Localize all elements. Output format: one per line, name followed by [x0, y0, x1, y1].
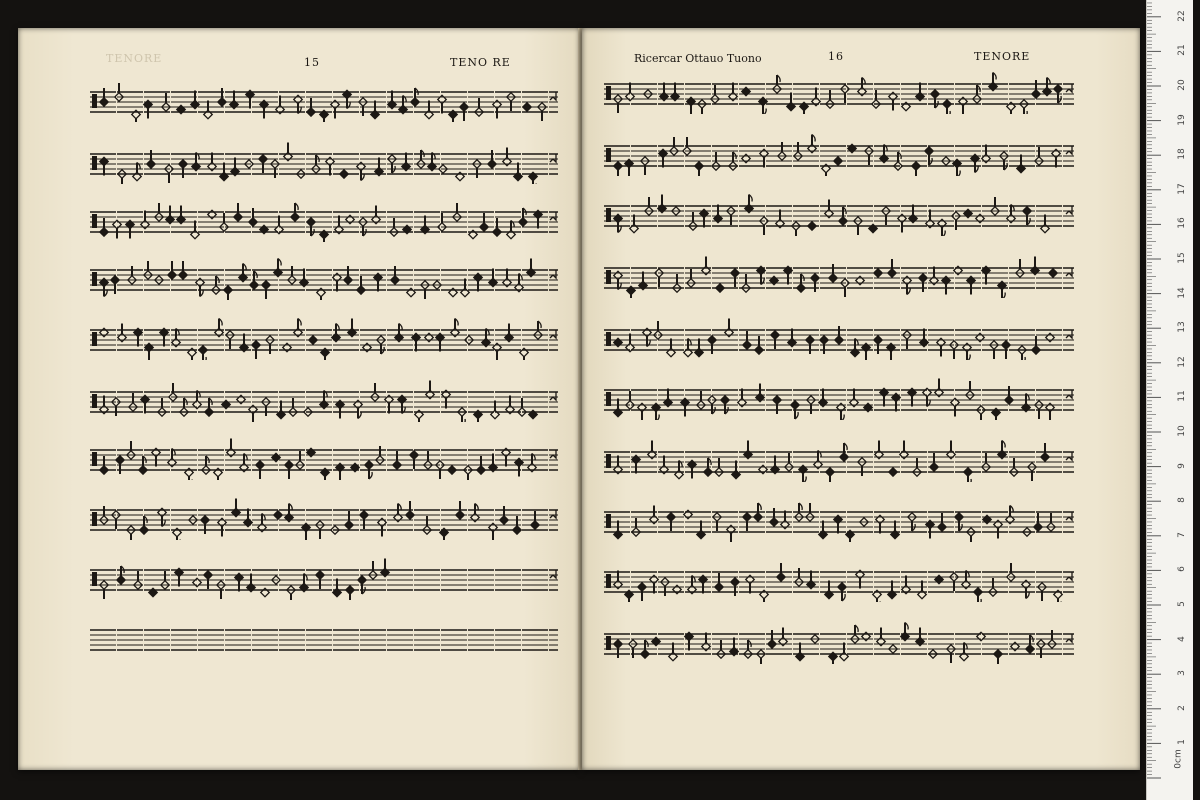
- ruler-cm-label: 11: [1177, 390, 1187, 403]
- music-staff: [90, 316, 558, 360]
- ruler-cm-label: 18: [1177, 148, 1187, 160]
- music-staff: [90, 198, 558, 242]
- music-staff: [604, 254, 1074, 298]
- music-staff: [604, 558, 1074, 602]
- music-staff: [604, 192, 1074, 236]
- ruler-cm-label: 13: [1177, 321, 1187, 333]
- running-head-left: TENO RE: [450, 56, 511, 69]
- page-number-right: 16: [828, 50, 844, 63]
- measuring-ruler: [1146, 0, 1193, 800]
- ruler-cm-label: 15: [1177, 252, 1187, 264]
- music-staff: [90, 140, 558, 184]
- music-staff: [604, 376, 1074, 420]
- music-staff: [604, 498, 1074, 542]
- music-staff: [90, 556, 558, 600]
- ruler-cm-label: 8: [1177, 497, 1187, 504]
- ruler-cm-label: 12: [1177, 356, 1187, 368]
- ruler-cm-label: 10: [1177, 425, 1187, 437]
- left-page: [18, 28, 580, 770]
- running-head-right: TENORE: [974, 50, 1031, 63]
- ruler-cm-label: 4: [1177, 635, 1187, 642]
- ruler-cm-label: 21: [1177, 44, 1187, 57]
- ruler-cm-label: 9: [1177, 462, 1187, 469]
- ruler-cm-label: 6: [1177, 566, 1187, 573]
- music-staff: [90, 256, 558, 300]
- music-staff: [90, 378, 558, 422]
- music-staff: [90, 616, 558, 660]
- ruler-cm-label: 1: [1177, 739, 1187, 746]
- right-page: [582, 28, 1140, 770]
- ruler-cm-label: 17: [1177, 183, 1187, 195]
- ruler-unit-label: 0cm: [1173, 749, 1184, 769]
- ruler-cm-label: 3: [1177, 670, 1187, 677]
- music-staff: [604, 316, 1074, 360]
- ruler-cm-label: 7: [1177, 531, 1187, 538]
- music-staff: [604, 438, 1074, 482]
- music-staff: [604, 132, 1074, 176]
- ruler-cm-label: 20: [1177, 79, 1187, 91]
- page-number-left: 15: [304, 56, 320, 69]
- music-staff: [90, 436, 558, 480]
- ruler-cm-label: 22: [1177, 10, 1187, 22]
- ghost-header: TENORE: [106, 52, 163, 65]
- music-staff: [90, 496, 558, 540]
- piece-title: Ricercar Ottauo Tuono: [634, 52, 762, 65]
- ruler-cm-label: 19: [1177, 113, 1187, 126]
- ruler-cm-label: 14: [1177, 286, 1187, 299]
- ruler-cm-label: 16: [1177, 217, 1187, 230]
- music-staff: [604, 620, 1074, 664]
- music-staff: [604, 70, 1074, 114]
- ruler-cm-label: 2: [1177, 704, 1187, 711]
- music-staff: [90, 78, 558, 122]
- ruler-cm-label: 5: [1177, 601, 1187, 607]
